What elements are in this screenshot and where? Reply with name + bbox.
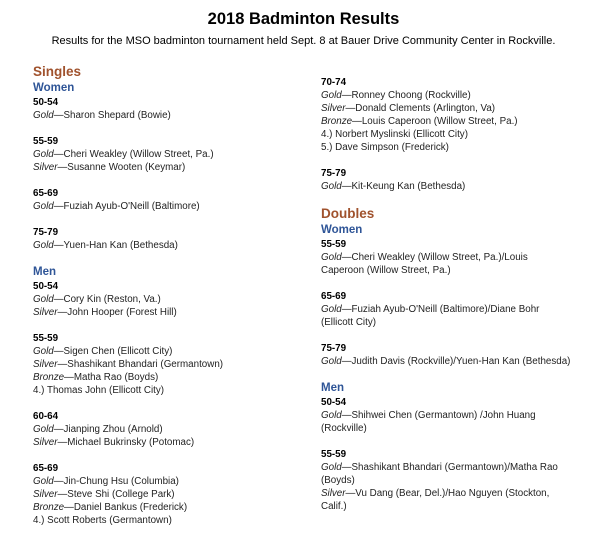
result-line [321,409,601,422]
singles-cont-list [321,76,601,193]
result-line [33,501,301,514]
age-group [33,462,301,527]
result-line [321,316,601,329]
medal-label: Gold [33,424,54,435]
result-text: 4.) Scott Roberts (Germantown) [33,515,172,526]
result-text: (Rockville) [321,423,367,434]
result-line [321,500,601,513]
result-line [321,141,601,154]
doubles-men-list [321,396,601,513]
result-text: —Steve Shi (College Park) [57,489,175,500]
result-text: —Sigen Chen (Ellicott City) [53,346,173,357]
medal-label: Silver [321,103,346,114]
section-title-doubles: Doubles [321,206,375,221]
medal-label: Gold [33,149,54,160]
result-text: —Shashikant Bhandari (Germantown)/Matha Rao [341,462,558,473]
result-line [33,358,301,371]
result-text: Calif.) [321,501,347,512]
age-bracket: 50-54 [33,97,59,108]
section-title-singles: Singles [33,64,82,79]
page-subtitle: Results for the MSO badminton tournament held Sept. 8 at Bauer Drive Community Center in Rockville. [51,35,556,47]
result-line [33,306,301,319]
medal-label: Gold [321,304,342,315]
result-line [33,109,301,122]
result-line [321,303,601,316]
result-text: —Daniel Bankus (Frederick) [64,502,188,513]
age-group [321,167,601,193]
right-column [321,76,601,526]
medal-label: Gold [321,356,342,367]
result-line [33,514,301,527]
age-group [321,342,601,368]
age-group [33,96,301,122]
medal-label: Gold [33,294,54,305]
result-line [321,251,601,264]
singles-men-list [33,280,301,527]
medal-label: Bronze [33,372,65,383]
medal-label: Gold [321,181,342,192]
result-text: —Matha Rao (Boyds) [64,372,159,383]
age-group [321,290,601,329]
result-text: —Michael Bukrinsky (Potomac) [57,437,195,448]
gender-heading-men: Men [321,382,344,394]
doubles-women-list [321,238,601,368]
result-text: —Cheri Weakley (Willow Street, Pa.)/Louis [341,252,528,263]
result-text: Caperoon (Willow Street, Pa.) [321,265,451,276]
result-line [321,422,601,435]
age-bracket: 65-69 [33,463,59,474]
result-text: —Yuen-Han Kan (Bethesda) [53,240,178,251]
result-line [321,487,601,500]
result-text: —Vu Dang (Bear, Del.)/Hao Nguyen (Stockton, [345,488,550,499]
singles-women-list [33,96,301,252]
medal-label: Gold [33,110,54,121]
result-text: —John Hooper (Forest Hill) [57,307,177,318]
age-bracket: 60-64 [33,411,59,422]
medal-label: Gold [33,346,54,357]
result-text: —Cheri Weakley (Willow Street, Pa.) [53,149,214,160]
age-bracket: 55-59 [321,239,347,250]
age-bracket: 75-79 [33,227,59,238]
age-bracket: 55-59 [33,333,59,344]
medal-label: Silver [33,489,58,500]
age-bracket: 75-79 [321,343,347,354]
result-line [321,474,601,487]
result-text: —Donald Clements (Arlington, Va) [345,103,496,114]
age-group [321,396,601,435]
result-line [33,423,301,436]
medal-label: Gold [33,476,54,487]
medal-label: Silver [33,307,58,318]
age-group [33,226,301,252]
age-group [321,448,601,513]
result-line [33,239,301,252]
result-text: 4.) Thomas John (Ellicott City) [33,385,165,396]
medal-label: Gold [321,462,342,473]
medal-label: Gold [321,252,342,263]
medal-label: Bronze [321,116,353,127]
result-line [321,115,601,128]
age-group [33,280,301,319]
result-line [321,102,601,115]
result-line [321,89,601,102]
age-bracket: 50-54 [33,281,59,292]
age-bracket: 55-59 [33,136,59,147]
result-line [321,355,601,368]
medal-label: Gold [321,410,342,421]
gender-heading-women: Women [33,82,75,94]
result-line [321,180,601,193]
result-text: —Cory Kin (Reston, Va.) [53,294,161,305]
result-line [33,475,301,488]
result-text: (Boyds) [321,475,355,486]
left-column [33,64,301,540]
age-bracket: 50-54 [321,397,347,408]
result-text: —Jin-Chung Hsu (Columbia) [53,476,179,487]
result-text: —Louis Caperoon (Willow Street, Pa.) [352,116,518,127]
result-text: 4.) Norbert Myslinski (Ellicott City) [321,129,468,140]
result-line [33,488,301,501]
result-line [33,345,301,358]
result-text: —Ronney Choong (Rockville) [341,90,471,101]
result-line [33,161,301,174]
result-line [33,293,301,306]
age-group [321,238,601,277]
result-text: —Fuziah Ayub-O'Neill (Baltimore)/Diane Bohr [341,304,540,315]
age-bracket: 65-69 [33,188,59,199]
result-text: —Kit-Keung Kan (Bethesda) [341,181,466,192]
medal-label: Silver [321,488,346,499]
result-line [321,461,601,474]
result-text: —Jianping Zhou (Arnold) [53,424,163,435]
medal-label: Gold [321,90,342,101]
result-line [33,200,301,213]
age-group [33,135,301,174]
medal-label: Gold [33,201,54,212]
age-group [33,410,301,449]
result-text: —Susanne Wooten (Keymar) [57,162,186,173]
age-bracket: 55-59 [321,449,347,460]
result-line [33,371,301,384]
result-text: —Shashikant Bhandari (Germantown) [57,359,224,370]
result-line [321,264,601,277]
medal-label: Silver [33,162,58,173]
age-bracket: 70-74 [321,77,347,88]
age-group [33,187,301,213]
result-text: —Judith Davis (Rockville)/Yuen-Han Kan (Bethesda) [341,356,571,367]
age-group [33,332,301,397]
result-text: (Ellicott City) [321,317,376,328]
age-bracket: 75-79 [321,168,347,179]
result-line [33,148,301,161]
gender-heading-men: Men [33,266,56,278]
result-line [33,436,301,449]
medal-label: Gold [33,240,54,251]
medal-label: Silver [33,437,58,448]
result-text: —Shihwei Chen (Germantown) /John Huang [341,410,536,421]
gender-heading-women: Women [321,224,363,236]
age-group [321,76,601,154]
medal-label: Silver [33,359,58,370]
age-bracket: 65-69 [321,291,347,302]
result-line [321,128,601,141]
result-text: 5.) Dave Simpson (Frederick) [321,142,449,153]
result-text: —Sharon Shepard (Bowie) [53,110,171,121]
page-title: 2018 Badminton Results [207,10,400,28]
medal-label: Bronze [33,502,65,513]
result-line [33,384,301,397]
result-text: —Fuziah Ayub-O'Neill (Baltimore) [53,201,200,212]
